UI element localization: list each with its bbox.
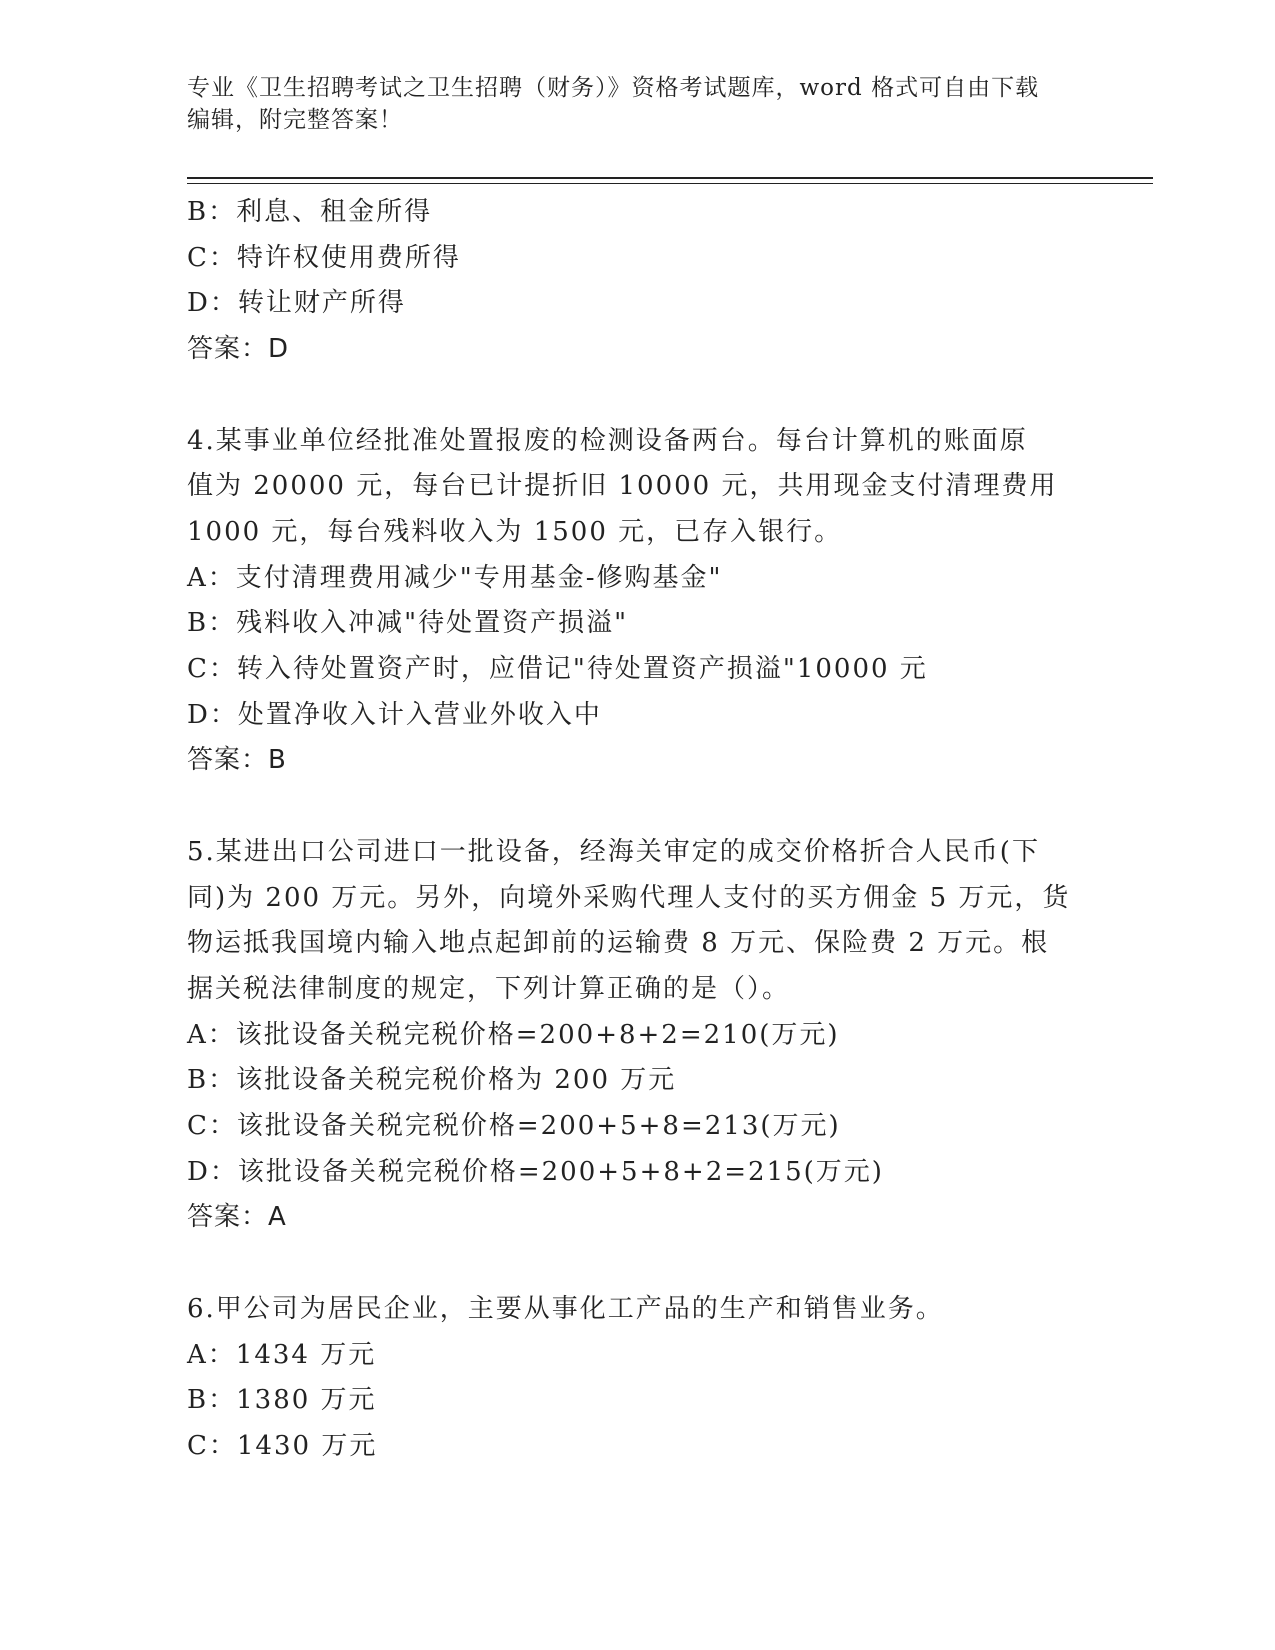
option-c: C：1430 万元 [187,1430,378,1461]
option-a: A：支付清理费用减少"专用基金-修购基金" [187,562,723,593]
answer: 答案：A [187,1202,287,1233]
question-5 [187,830,1087,1241]
header-divider-thin [187,183,1153,184]
question-stem-line: 物运抵我国境内输入地点起卸前的运输费 8 万元、保险费 2 万元。根 [187,928,1050,959]
answer: 答案：D [187,334,290,365]
question-stem-line: 1000 元，每台残料收入为 1500 元，已存入银行。 [187,516,843,547]
option-d: D：转让财产所得 [187,288,406,319]
document-body [187,190,1087,1470]
header-line-1: 专业《卫生招聘考试之卫生招聘（财务）》资格考试题库，word 格式可自由下载 [187,75,1040,101]
page-header [187,72,1087,136]
spacer [187,373,1087,419]
question-stem-line: 据关税法律制度的规定，下列计算正确的是（）。 [187,973,791,1004]
spacer [187,1241,1087,1287]
option-b: B：1380 万元 [187,1385,377,1416]
answer: 答案：B [187,745,287,776]
option-c: C：转入待处置资产时，应借记"待处置资产损溢"10000 元 [187,654,928,685]
spacer [187,784,1087,830]
question-4 [187,419,1087,785]
header-divider-thick [187,177,1153,179]
question-6 [187,1287,1087,1470]
option-b: B：利息、租金所得 [187,197,433,227]
question-stem-line: 6.甲公司为居民企业，主要从事化工产品的生产和销售业务。 [187,1293,944,1324]
question-stem-line: 同)为 200 万元。另外，向境外采购代理人支付的买方佣金 5 万元，货 [187,882,1071,913]
option-b: B：残料收入冲减"待处置资产损溢" [187,608,629,639]
option-d: D：该批设备关税完税价格=200+5+8+2=215(万元) [187,1156,884,1187]
option-d: D：处置净收入计入营业外收入中 [187,699,602,730]
option-a: A：该批设备关税完税价格=200+8+2=210(万元) [187,1019,840,1050]
question-stem-line: 值为 20000 元，每台已计提折旧 10000 元，共用现金支付清理费用 [187,471,1058,502]
question-stem-line: 5.某进出口公司进口一批设备，经海关审定的成交价格折合人民币(下 [187,836,1040,867]
question-stem-line: 4.某事业单位经批准处置报废的检测设备两台。每台计算机的账面原 [187,425,1028,456]
option-a: A：1434 万元 [187,1339,377,1370]
option-c: C：特许权使用费所得 [187,242,461,273]
option-c: C：该批设备关税完税价格=200+5+8=213(万元) [187,1111,841,1142]
option-b: B：该批设备关税完税价格为 200 万元 [187,1065,677,1096]
question-3-tail [187,190,1087,373]
header-line-2: 编辑，附完整答案！ [187,107,403,133]
